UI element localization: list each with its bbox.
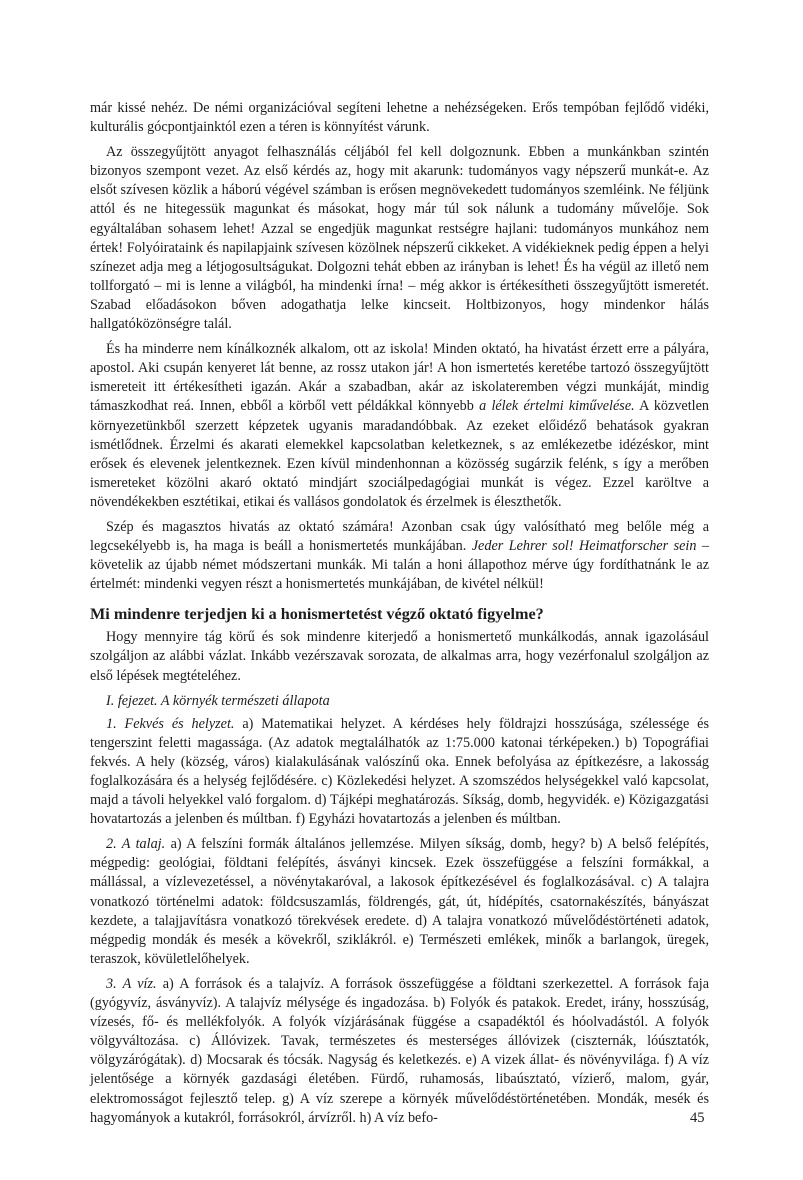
page-number: 45	[690, 1110, 705, 1126]
section-2-text: a) A felszíni formák általános jellemzése. Milyen síkság, domb, hegy? b) A belső felépítés, mégpedig: geológiai, földtani felépítés, ásványi kincsek. Ezek összefüggése a felszíni formákkal, a mállással, a vízlevezetéssel, a növénytakaróval, a lakosok építkezésével és foglalkozásával. c) A talajra vonatkozó történelmi adatok: földcsuszamlás, földrengés, gát, út, hídépítés, csatornakészítés, bányászat kezdete, a talajjavításra vonatkozó törekvések eredete. d) A talajra vonatkozó művelődéstörténeti adatok, mégpedig mondák és mesék a kövekről, sziklákról. e) Természeti emlékek, minők a barlangok, üregek, teraszok, kövületlelőhelyek.	[90, 836, 709, 967]
paragraph-2: Az összegyűjtött anyagot felhasználás céljából fel kell dolgoznunk. Ebben a munkánkban szintén bizonyos szempont vezet. Az első kérdés az, hogy mit akarunk: tudományos vagy népszerű munkát-e. Az elsőt szívesen közlik a háború végével számban is erősen megnövekedett tudományos szemléink. Ne féljünk attól és ne hitegessük magunkat és másokat, hogy már túl sok nálunk a tudomány művelője. Sok egyáltalában sohasem lehet! Azzal se engedjük magunkat restségre hajlani: tudományos munkához nem értek! Folyóirataink és napilapjaink szívesen közölnek népszerű cikkeket. A vidékieknek pedig éppen a helyi színezet adja meg a létjogosultságukat. Dolgozni tehát ebben az irányban is lehet! És ha végül az illető nem tollforgató – mi is lenne a világból, ha mindenki írna! – még akkor is értékesítheti összegyűjtött ismeretét. Szabad előadásokon bőven adogathatja lelke kincseit. Holtbizonyos, hogy mindenkor hálás hallgatóközönségre talál.	[90, 144, 709, 333]
section-3-text: a) A források és a talajvíz. A források összefüggése a földtani szerkezettel. A források faja (gyógyvíz, ásványvíz). A talajvíz mélysége és ingadozása. b) Folyók és patakok. Eredet, irány, hosszúság, vízesés, fő- és mellékfolyók. A folyók vízjárásának függése a csapadéktól és hóolvadástól. A folyók völgyváltozása. c) Állóvizek. Tavak, természetes és mesterséges állóvizek (ciszternák, lóúsztatók, völgyzárógátak). d) Mocsarak és tócsák. Nagyság és keletkezés. e) A vizek állat- és növényvilága. f) A víz jelentősége a környék gazdasági életében. Fürdő, ruhamosás, libaúsztató, vízierő, malom, gyár, elektromosságot fejlesztő telep. g) A víz szerepe a környék művelődéstörténetében. Mondák, mesék és hagyományok a kutakról, forrásokról, árvízről. h) A víz befo-	[90, 975, 709, 1126]
paragraph-3	[90, 340, 709, 512]
paragraph-3-italic: a lélek értelmi kiművelése.	[479, 398, 635, 415]
section-1	[90, 715, 709, 830]
chapter-title: I. fejezet. A környék természeti állapota	[106, 692, 330, 709]
paragraph-4-part-a: Szép és magasztos hivatás az oktató számára! Azonban csak úgy valósítható meg belőle még a legcsekélyebb is, ha maga is beáll a honismertetés munkájában.	[90, 518, 709, 555]
paragraph-1: már kissé nehéz. De némi organizációval segíteni lehetne a nehézségeken. Erős tempóban fejlődő vidéki, kulturális gócpontjainktól ezen a téren is könnyítést várunk.	[90, 100, 709, 136]
section-heading: Mi mindenre terjedjen ki a honismertetést végző oktató figyelme?	[90, 605, 544, 624]
paragraph-4	[90, 518, 709, 594]
paragraph-3-part-b: A közvetlen környezetünkből szerzett képzetek ugyanis maradandóbbak. Az ezeket előidéző behatások gyakran ismétlődnek. Érzelmi és akarati elemekkel kapcsolatban keletkeznek, s az emlékezetbe idézéskor, mint erősek és elevenek jelentkeznek. Ezen kívül mindenhonnan a közösség sugárzik felénk, s így a merőben ismereteket közölni akaró oktató mindjárt szociálpedagógiai munkát is végez. Ezzel karöltve a növendékekben esztétikai, etikai és vallásos gondolatok és érzelmek is éleszthetők.	[90, 398, 709, 510]
paragraph-4-part-b: – követelik az újabb német módszertani munkák. Mi talán a honi állapothoz mérve úgy fordíthatnánk le az értelmét: mindenki vegyen részt a honismertetés munkájában, de kivétel nélkül!	[90, 538, 710, 593]
paragraph-5: Hogy mennyire tág körű és sok mindenre kiterjedő a honismertető munkálkodás, annak igazolásául szolgáljon az alábbi vázlat. Inkább vezérszavak sorozata, de alkalmas arra, hogy vezérfonalul szolgáljon az első lépések megtételéhez.	[90, 629, 709, 684]
section-3-title: 3. A víz.	[106, 975, 157, 992]
text-body	[90, 99, 709, 1134]
paragraph-3-part-a: És ha minderre nem kínálkoznék alkalom, ott az iskola! Minden oktató, ha hivatást érzett erre a pályára, apostol. Aki csupán kenyeret lát benne, az rossz utakon jár! A hon ismertetés keretébe tartozó összegyűjtött ismereteit itt értékesítheti igazán. Akár a szabadban, akár az iskolateremben végzi munkáját, mindig támaszkodhat reá. Innen, ebből a körből vett példákkal könnyebb	[90, 341, 709, 415]
section-3	[90, 975, 709, 1128]
section-2	[90, 835, 709, 969]
section-1-title: 1. Fekvés és helyzet.	[106, 715, 235, 732]
paragraph-4-italic: Jeder Lehrer sol! Heimatforscher sein	[471, 538, 697, 555]
section-1-text: a) Matematikai helyzet. A kérdéses hely földrajzi hosszúsága, szélessége és tengerszint feletti magassága. (Az adatok megtalálhatók az 1:75.000 katonai térképeken.) b) Topográfiai fekvés. A hely (község, város) kialakulásának valószínű oka. Ennek befolyása az építkezésre, a lakosság foglalkozására és a helység fejlődésére. c) Közlekedési helyzet. A szomszédos helységekkel való kapcsolat, majd a távoli helyekkel való forgalom. d) Tájképi meghatározás. Síkság, domb, hegyvidék. e) Közigazgatási hovatartozás a jelenben és múltban. f) Egyházi hovatartozás a jelenben és múltban.	[90, 715, 709, 828]
section-2-title: 2. A talaj.	[106, 836, 166, 853]
